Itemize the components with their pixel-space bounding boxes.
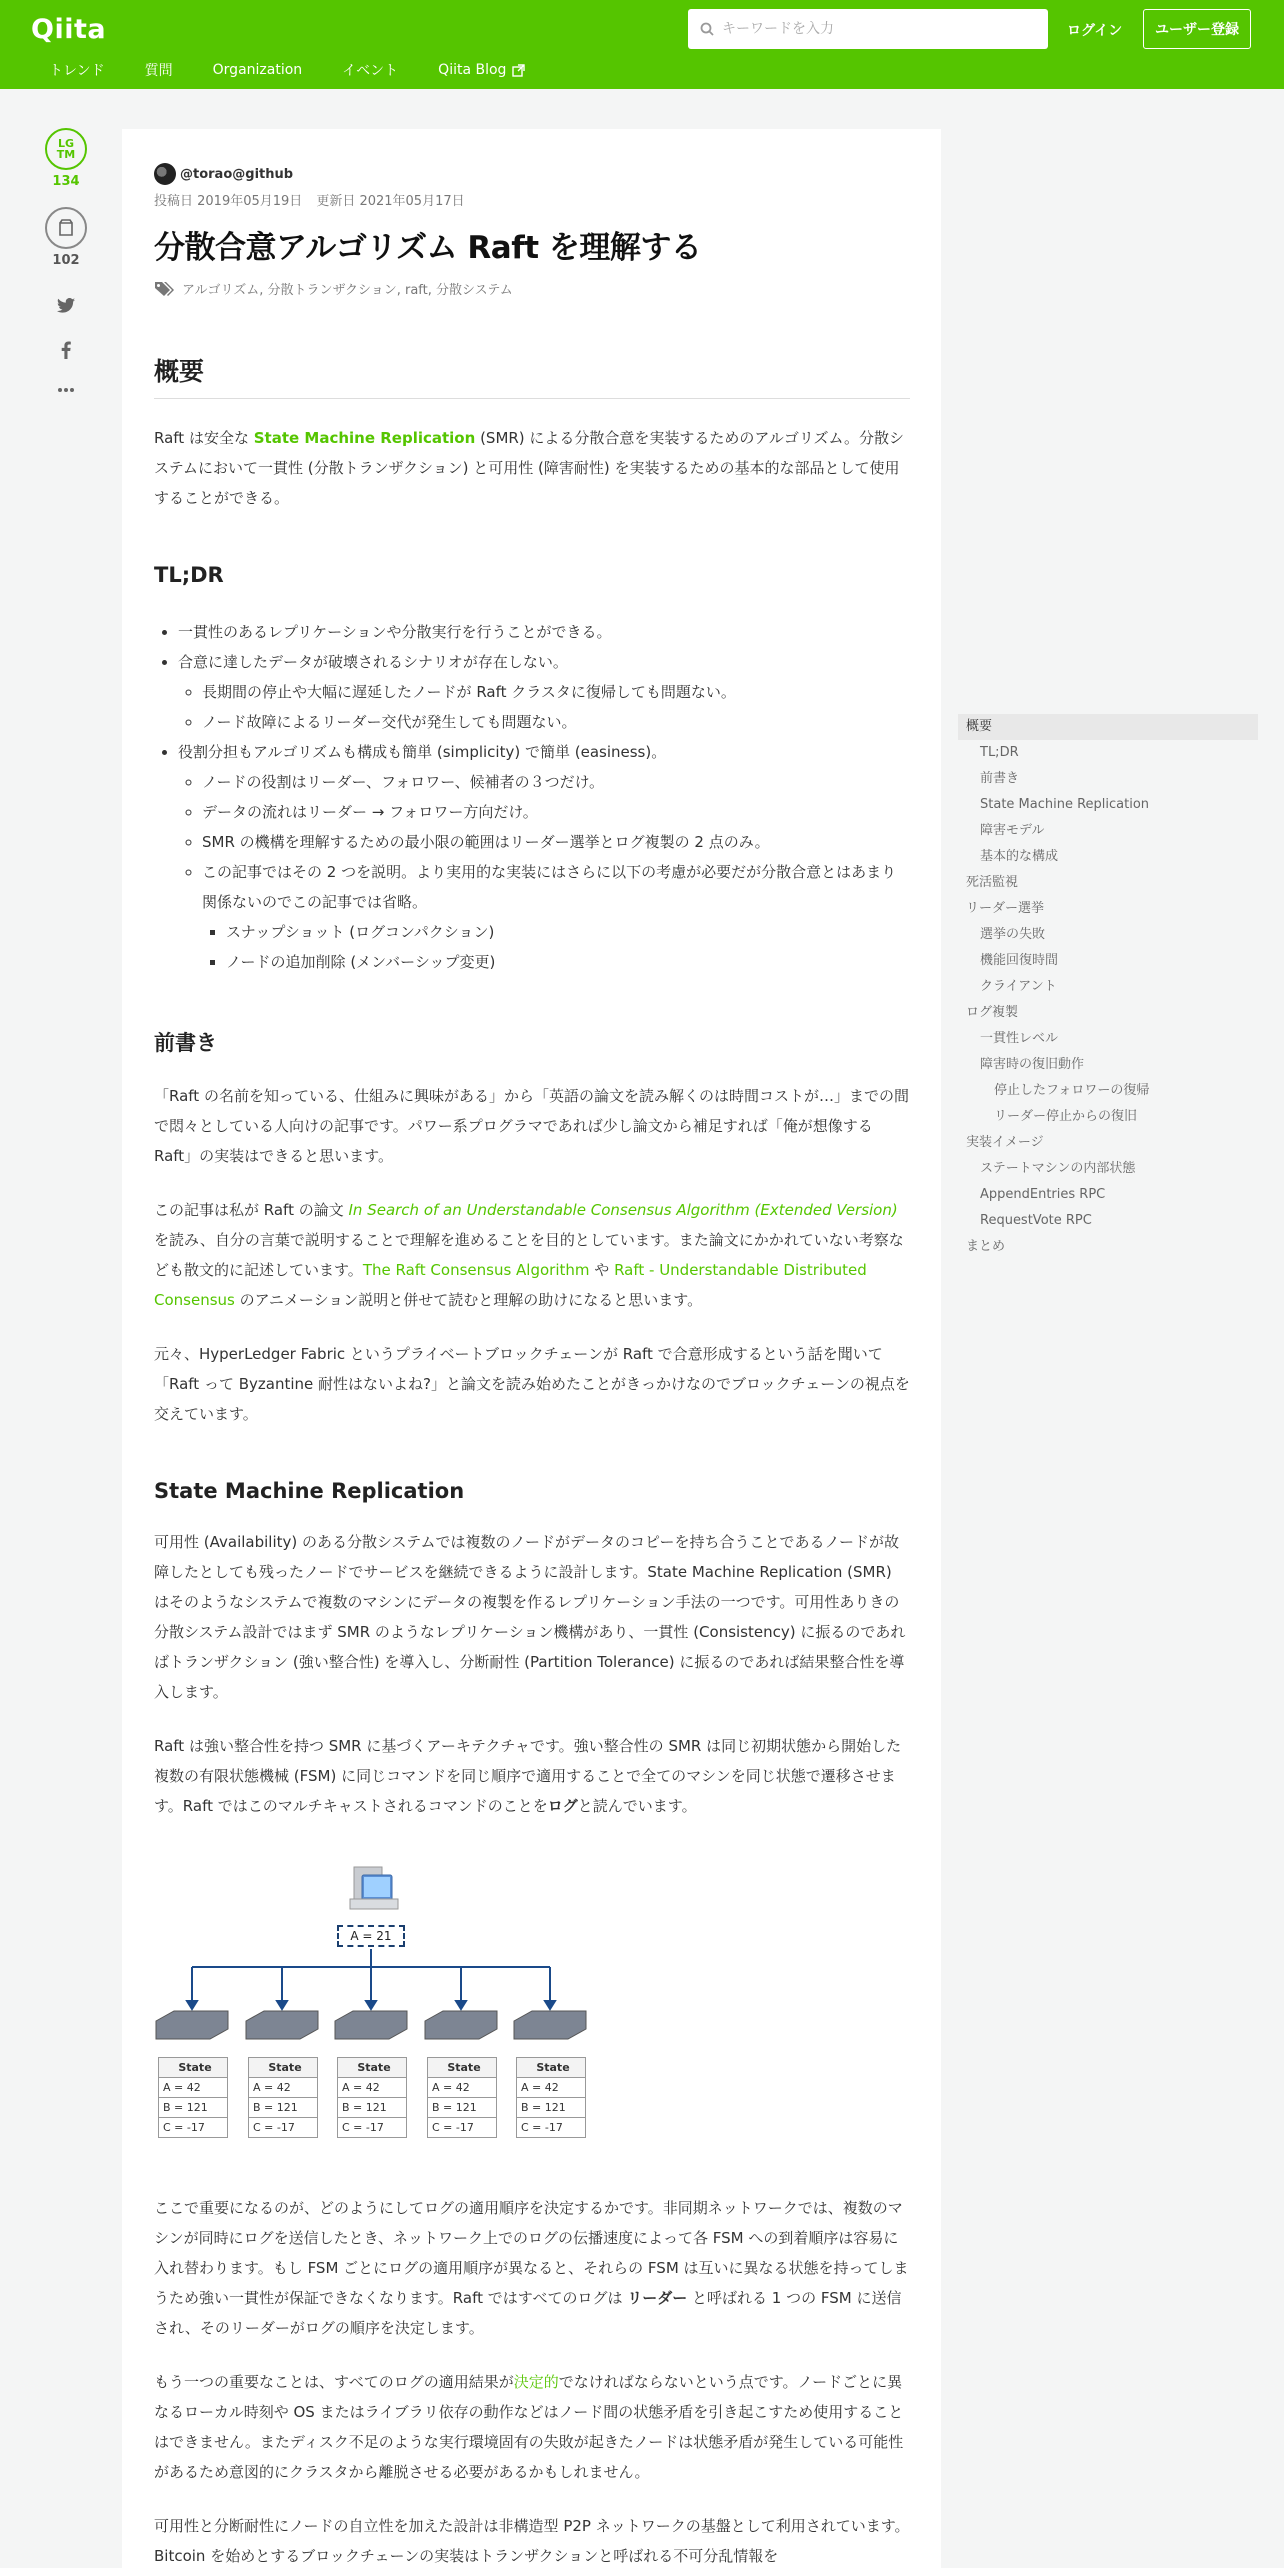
list-item xyxy=(202,857,910,977)
nav-qiita-blog-label: Qiita Blog xyxy=(438,62,507,78)
link-smr[interactable]: State Machine Replication xyxy=(253,429,476,447)
toc-item[interactable]: ステートマシンの内部状態 xyxy=(980,1161,1136,1176)
toc-item[interactable]: TL;DR xyxy=(980,745,1019,760)
state-table xyxy=(516,2057,586,2138)
state-table xyxy=(427,2057,497,2138)
more-options-icon[interactable] xyxy=(57,387,75,393)
heading-tldr: TL;DR xyxy=(154,563,224,587)
link-raft-animation[interactable]: Raft - Understandable Distributed Consensus xyxy=(154,1261,867,1309)
external-link-icon xyxy=(512,64,525,77)
state-cell: C = -17 xyxy=(249,2118,318,2138)
text: や xyxy=(589,1261,615,1279)
toc-item[interactable]: リーダー選挙 xyxy=(966,901,1045,916)
search-input[interactable] xyxy=(722,21,1022,37)
state-cell: B = 121 xyxy=(249,2098,318,2118)
toc-item[interactable]: 機能回復時間 xyxy=(980,953,1059,968)
state-table xyxy=(158,2057,228,2138)
search-icon xyxy=(700,22,714,36)
list-item xyxy=(178,737,910,977)
text: を読み、自分の言葉で説明することで理解を進めることを目的としています。また論文にかかれていない考察なども散文的に記述しています。 xyxy=(154,1231,904,1279)
state-cell: C = -17 xyxy=(428,2118,497,2138)
toc-item[interactable]: 実装イメージ xyxy=(966,1135,1044,1150)
article-card xyxy=(122,129,941,2568)
toc-item[interactable]: 前書き xyxy=(980,771,1020,786)
nav-qiita-blog[interactable] xyxy=(438,60,525,80)
search-box[interactable] xyxy=(688,9,1048,49)
state-cell: C = -17 xyxy=(159,2118,228,2138)
bold-leader: リーダー xyxy=(627,2289,688,2307)
link-deterministic[interactable]: 決定的 xyxy=(513,2373,559,2391)
toc-item[interactable]: RequestVote RPC xyxy=(980,1213,1092,1228)
toc-item[interactable]: State Machine Replication xyxy=(980,797,1150,812)
toc-item[interactable]: AppendEntries RPC xyxy=(980,1187,1106,1202)
toc-item[interactable]: 概要 xyxy=(958,714,1258,740)
list-item-text: 合意に達したデータが破壊されるシナリオが存在しない。 xyxy=(178,653,568,671)
text: でなければならないという点です。ノードごとに異なるローカル時刻や OS またはライブラリ依存の動作などはノード間の状態矛盾を引き起こすため使用することはできません。またディスク不足のような実行環境固有の失敗が起きたノードは状態矛盾が発生している可能性があるため意図的にクラスタから離脱させる必要があるかもしれません。 xyxy=(154,2373,904,2481)
paragraph-overview xyxy=(154,423,910,513)
list-item-text: この記事ではその 2 つを説明。より実用的な実装にはさらに以下の考慮が必要だが分散合意とはあまり関係ないのでこの記事では省略。 xyxy=(202,863,897,911)
lgtm-count: 134 xyxy=(52,174,80,189)
link-raft-consensus[interactable]: The Raft Consensus Algorithm xyxy=(362,1261,590,1279)
toc-item[interactable]: まとめ xyxy=(966,1239,1006,1254)
list-item: ▪ ノードの追加削除 (メンバーシップ変更) xyxy=(226,947,910,977)
tldr-list xyxy=(154,617,910,977)
state-cell: A = 42 xyxy=(338,2078,407,2098)
article-body xyxy=(154,352,910,2568)
state-cell: C = -17 xyxy=(517,2118,586,2138)
state-cell: A = 42 xyxy=(159,2078,228,2098)
toc-item[interactable]: 選挙の失敗 xyxy=(980,927,1046,942)
toc-item[interactable]: リーダー停止からの復旧 xyxy=(994,1109,1138,1124)
heading-smr: State Machine Replication xyxy=(154,1479,465,1503)
paragraph xyxy=(154,2367,910,2487)
log-command: A = 21 xyxy=(337,1925,405,1947)
link-raft-paper[interactable]: In Search of an Understandable Consensus Algorithm (Extended Version) xyxy=(348,1201,898,1219)
login-link[interactable]: ログイン xyxy=(1067,23,1123,39)
state-cell: B = 121 xyxy=(159,2098,228,2118)
bold-log: ログ xyxy=(547,1797,578,1815)
heading-overview: 概要 xyxy=(154,352,910,399)
list-item-text: 役割分担もアルゴリズムも構成も簡単 (simplicity) で簡単 (easiness)。 xyxy=(178,743,667,761)
page-title: 分散合意アルゴリズム Raft を理解する xyxy=(154,230,702,266)
paragraph: 可用性と分断耐性にノードの自立性を加えた設計は非構造型 P2P ネットワークの基盤として利用されています。Bitcoin を始めとするブロックチェーンの実装はトランザクションと呼ばれる不可分乱情報を xyxy=(154,2517,910,2565)
state-cell: C = -17 xyxy=(338,2118,407,2138)
text: Raft は安全な xyxy=(154,429,254,447)
state-header: State xyxy=(249,2058,318,2078)
text: ここで重要になるのが、どのようにしてログの適用順序を決定するかです。非同期ネットワークでは、複数のマシンが同時にログを送信したとき、ネットワーク上でのログの伝播速度によって各 FSM への到着順序は容易に入れ替わります。もし FSM ごとにログの適用順序が異なると、それらの FSM は互いに異なる状態を持ってしまうため強い一貫性が保証できなくなります。Raft ではすべてのログは xyxy=(154,2199,909,2307)
state-header: State xyxy=(428,2058,497,2078)
paragraph: 可用性 (Availability) のある分散システムでは複数のノードがデータのコピーを持ち合うことであるノードが故障したとしても残ったノードでサービスを継続できるように設計します。State Machine Replication (SMR) はそのようなシステムで複数のマシンにデータの複製を作るレプリケーション手法の一つです。可用性ありきの分散システム設計ではまず SMR のようなレプリケーション機構があり、一貫性 (Consistency) に振るのであればトランザクション (強い整合性) を導入し、分断耐性 (Partition Tolerance) に振るのであれば結果整合性を導入します。 xyxy=(154,1533,906,1701)
paragraph xyxy=(154,2193,910,2343)
paragraph xyxy=(154,1731,910,1821)
state-header: State xyxy=(159,2058,228,2078)
text: Raft は強い整合性を持つ SMR に基づくアーキテクチャです。強い整合性の SMR は同じ初期状態から開始した複数の有限状態機械 (FSM) に同じコマンドを同じ順序で適用することで全てのマシンを同じ状態で遷移させます。Raft ではこのマルチキャストされるコマンドのことを xyxy=(154,1737,902,1815)
lgtm-label: LG TM xyxy=(56,137,76,161)
stock-button[interactable] xyxy=(45,207,87,249)
text: のアニメーション説明と併せて読むと理解の助けになると思います。 xyxy=(234,1291,703,1309)
toc-item[interactable]: 一貫性レベル xyxy=(980,1031,1059,1046)
list-item: ◦ データの流れはリーダー → フォロワー方向だけ。 xyxy=(202,797,910,827)
tag-list xyxy=(154,279,910,298)
list-item: ◦ ノードの役割はリーダー、フォロワー、候補者の３つだけ。 xyxy=(202,767,910,797)
text: と読んでいます。 xyxy=(577,1797,697,1815)
lgtm-button[interactable] xyxy=(45,128,87,170)
state-header: State xyxy=(517,2058,586,2078)
heading-preface: 前書き xyxy=(154,1031,217,1055)
toc-item[interactable]: 死活監視 xyxy=(966,875,1019,890)
toc-item[interactable]: 停止したフォロワーの復帰 xyxy=(994,1083,1150,1098)
toc-item[interactable]: クライアント xyxy=(980,979,1057,994)
toc-item[interactable]: 障害モデル xyxy=(980,823,1045,838)
nav-questions[interactable]: 質問 xyxy=(144,63,173,79)
state-table xyxy=(248,2057,318,2138)
nav-events[interactable]: イベント xyxy=(342,63,399,79)
state-table xyxy=(337,2057,407,2138)
state-cell: B = 121 xyxy=(338,2098,407,2118)
list-item xyxy=(178,647,910,737)
state-header: State xyxy=(338,2058,407,2078)
stock-folder-icon xyxy=(58,219,74,237)
author-name[interactable]: @torao@github xyxy=(180,166,294,182)
text: もう一つの重要なことは、すべてのログの適用結果が xyxy=(154,2373,514,2391)
text: この記事は私が Raft の論文 xyxy=(154,1201,349,1219)
table-of-contents xyxy=(958,714,1258,1260)
nav-trend[interactable]: トレンド xyxy=(49,63,105,79)
state-cell: B = 121 xyxy=(517,2098,586,2118)
toc-item[interactable]: ログ複製 xyxy=(966,1005,1019,1020)
facebook-icon[interactable] xyxy=(61,341,71,359)
avatar[interactable] xyxy=(154,163,176,185)
toc-item[interactable]: 障害時の復旧動作 xyxy=(980,1057,1085,1072)
list-item: ◦ ノード故障によるリーダー交代が発生しても問題ない。 xyxy=(202,707,910,737)
global-nav xyxy=(49,60,565,80)
tag-icon xyxy=(154,281,174,297)
text: (SMR) による分散合意を実装するためのアルゴリズム。分散システムにおいて一貫性 (分散トランザクション) と可用性 (障害耐性) を実装するための基本的な部品として使用することができる。 xyxy=(154,429,904,507)
twitter-icon[interactable] xyxy=(57,298,75,313)
smr-diagram xyxy=(154,1859,594,2149)
toc-item[interactable]: 基本的な構成 xyxy=(980,849,1059,864)
nav-organization[interactable]: Organization xyxy=(212,62,303,78)
stock-count: 102 xyxy=(52,253,80,268)
list-item: • 一貫性のあるレプリケーションや分散実行を行うことができる。 xyxy=(178,617,910,647)
tags-text[interactable]: アルゴリズム, 分散トランザクション, raft, 分散システム xyxy=(182,283,513,298)
paragraph: 元々、HyperLedger Fabric というプライベートブロックチェーンが Raft で合意形成するという話を聞いて「Raft って Byzantine 耐性はないよね?」と論文を読み始めたことがきっかけなのでブロックチェーンの視点を交えています。 xyxy=(154,1345,910,1423)
paragraph xyxy=(154,1195,910,1315)
list-item: ◦ 長期間の停止や大幅に遅延したノードが Raft クラスタに復帰しても問題ない。 xyxy=(202,677,910,707)
diagram-lines xyxy=(154,1859,594,2059)
author-line[interactable] xyxy=(154,163,910,185)
computer-icon xyxy=(350,1867,398,1909)
list-item: ◦ SMR の機構を理解するための最小限の範囲はリーダー選挙とログ複製の 2 点のみ。 xyxy=(202,827,910,857)
state-cell: A = 42 xyxy=(428,2078,497,2098)
paragraph: 「Raft の名前を知っている、仕組みに興味がある」から「英語の論文を読み解くのは時間コストが…」までの間で悶々としている人向けの記事です。パワー系プログラマであれば少し論文から補足すれば「俺が想像する Raft」の実装はできると思います。 xyxy=(154,1087,909,1165)
state-cell: A = 42 xyxy=(249,2078,318,2098)
site-header xyxy=(0,0,1284,89)
text: と呼ばれる 1 つの FSM に送信され、そのリーダーがログの順序を決定します。 xyxy=(154,2289,902,2337)
state-cell: A = 42 xyxy=(517,2078,586,2098)
qiita-logo[interactable]: Qiita xyxy=(31,14,107,45)
list-item: ▪ スナップショット (ログコンパクション) xyxy=(226,917,910,947)
signup-button[interactable]: ユーザー登録 xyxy=(1143,9,1251,49)
updated-date: 更新日 2021年05月17日 xyxy=(316,194,465,209)
post-dates xyxy=(154,190,910,209)
server-icons xyxy=(156,2011,586,2039)
state-cell: B = 121 xyxy=(428,2098,497,2118)
article-actions xyxy=(44,128,88,393)
posted-date: 投稿日 2019年05月19日 xyxy=(154,194,303,209)
